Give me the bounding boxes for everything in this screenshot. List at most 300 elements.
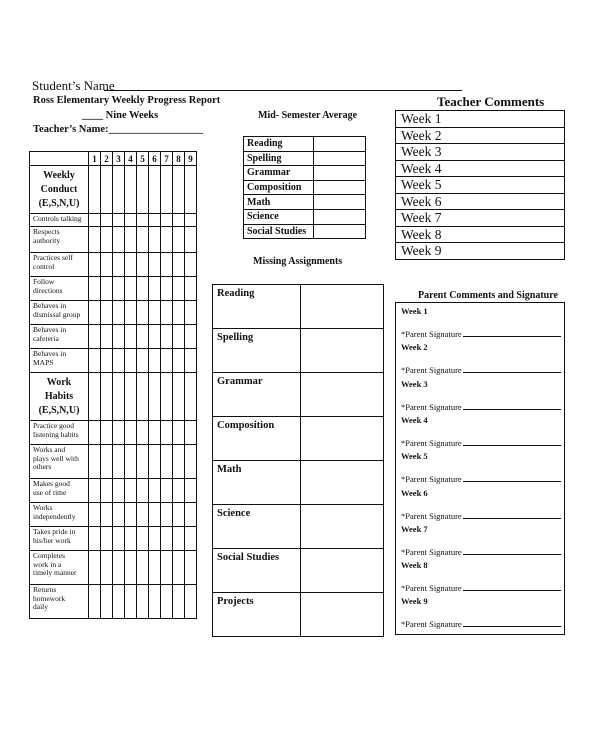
- grade-cell[interactable]: [101, 445, 113, 479]
- missing-input-cell[interactable]: [301, 285, 384, 329]
- grade-cell[interactable]: [137, 551, 149, 585]
- subject-label: Grammar: [213, 373, 301, 417]
- average-input-cell[interactable]: [314, 195, 366, 210]
- grade-cell[interactable]: [113, 253, 125, 277]
- grade-cell[interactable]: [161, 301, 173, 325]
- parent-signature-field[interactable]: [401, 511, 561, 521]
- grade-cell[interactable]: [125, 301, 137, 325]
- grade-cell[interactable]: [89, 253, 101, 277]
- week-comment-cell[interactable]: Week 2: [396, 127, 565, 144]
- behavior-label: [30, 527, 89, 551]
- week-comment-cell[interactable]: Week 5: [396, 177, 565, 194]
- grade-cell[interactable]: [185, 503, 197, 527]
- average-row: [244, 209, 366, 224]
- behavior-label-line: homework: [33, 593, 66, 603]
- week-comment-cell[interactable]: Week 7: [396, 210, 565, 227]
- grade-cell[interactable]: [149, 214, 161, 227]
- behavior-label: [30, 503, 89, 527]
- grade-cell[interactable]: [173, 325, 185, 349]
- grade-cell[interactable]: [101, 349, 113, 373]
- signature-line[interactable]: [463, 409, 561, 410]
- grade-cell[interactable]: [161, 227, 173, 253]
- missing-input-cell[interactable]: [301, 505, 384, 549]
- grade-cell[interactable]: [113, 227, 125, 253]
- grade-cell[interactable]: [125, 166, 137, 214]
- grade-cell[interactable]: [113, 166, 125, 214]
- parent-week-label: Week 3: [401, 378, 428, 389]
- grade-cell[interactable]: [137, 214, 149, 227]
- parent-signature-field[interactable]: [401, 402, 561, 412]
- grade-cell[interactable]: [89, 527, 101, 551]
- grade-cell[interactable]: [113, 373, 125, 421]
- week-column-header: 3: [113, 152, 125, 166]
- grade-cell[interactable]: [125, 227, 137, 253]
- grade-cell[interactable]: [89, 445, 101, 479]
- missing-row: [213, 329, 384, 373]
- subject-label: Projects: [213, 593, 301, 637]
- grade-cell[interactable]: [113, 479, 125, 503]
- behavior-label-line: timely manner: [33, 568, 77, 577]
- grade-cell[interactable]: [185, 325, 197, 349]
- week-column-header: 7: [161, 152, 173, 166]
- grade-cell[interactable]: [101, 227, 113, 253]
- grade-cell[interactable]: [137, 325, 149, 349]
- grade-cell[interactable]: [161, 479, 173, 503]
- grade-cell[interactable]: [137, 503, 149, 527]
- behavior-label-line: listening habits: [33, 429, 79, 439]
- grade-cell[interactable]: [173, 166, 185, 214]
- grade-cell[interactable]: [125, 503, 137, 527]
- grade-cell[interactable]: [185, 253, 197, 277]
- grade-cell[interactable]: [89, 551, 101, 585]
- signature-line[interactable]: [463, 518, 561, 519]
- teacher-comment-row: [396, 243, 565, 260]
- grade-cell[interactable]: [161, 166, 173, 214]
- grade-cell[interactable]: [149, 166, 161, 214]
- grade-cell[interactable]: [185, 373, 197, 421]
- grade-cell[interactable]: [125, 325, 137, 349]
- grade-cell[interactable]: [137, 373, 149, 421]
- grade-cell[interactable]: [185, 227, 197, 253]
- grade-cell[interactable]: [89, 325, 101, 349]
- grade-cell[interactable]: [101, 253, 113, 277]
- grade-cell[interactable]: [101, 373, 113, 421]
- missing-row: [213, 373, 384, 417]
- subject-label: Grammar: [244, 166, 314, 181]
- grade-cell[interactable]: [125, 253, 137, 277]
- teacher-comment-row: [396, 160, 565, 177]
- teacher-comments-title: Teacher Comments: [437, 94, 545, 109]
- grade-cell[interactable]: [161, 373, 173, 421]
- behavior-label-line: Controls talking: [33, 214, 82, 223]
- behavior-row: [30, 253, 197, 277]
- grade-cell[interactable]: [173, 551, 185, 585]
- grade-cell[interactable]: [185, 479, 197, 503]
- subject-label: Science: [213, 505, 301, 549]
- grid-header-row: [30, 152, 197, 166]
- behavior-label-line: dismissal group: [33, 309, 81, 319]
- parent-signature-field[interactable]: [401, 619, 561, 629]
- behavior-row: [30, 325, 197, 349]
- grade-cell[interactable]: [137, 585, 149, 619]
- grade-cell[interactable]: [89, 503, 101, 527]
- parent-comments-title: Parent Comments and Signature: [418, 290, 558, 301]
- parent-week-label: Week 2: [401, 342, 428, 353]
- behavior-label: [30, 349, 89, 373]
- parent-week-label: Week 1: [401, 306, 428, 316]
- average-input-cell[interactable]: [314, 180, 366, 195]
- grade-cell[interactable]: [101, 325, 113, 349]
- behavior-row: [30, 421, 197, 445]
- parent-signature-field[interactable]: [401, 365, 561, 375]
- signature-line[interactable]: [463, 372, 561, 373]
- behavior-label-line: Completes: [33, 551, 66, 560]
- grade-cell[interactable]: [149, 421, 161, 445]
- conduct-grid: [29, 151, 197, 619]
- teacher-name-label: Teacher’s Name:__________________: [33, 124, 204, 135]
- grade-cell[interactable]: [185, 277, 197, 301]
- grade-cell[interactable]: [101, 277, 113, 301]
- grade-cell[interactable]: [89, 214, 101, 227]
- behavior-row: [30, 349, 197, 373]
- behavior-label-line: authority: [33, 235, 61, 245]
- average-row: [244, 137, 366, 152]
- grade-cell[interactable]: [137, 253, 149, 277]
- grade-cell[interactable]: [125, 214, 137, 227]
- behavior-label: [30, 585, 89, 619]
- grade-cell[interactable]: [185, 527, 197, 551]
- missing-input-cell[interactable]: [301, 461, 384, 505]
- grade-cell[interactable]: [173, 277, 185, 301]
- behavior-row: [30, 227, 197, 253]
- parent-signature-field[interactable]: [401, 474, 561, 484]
- average-row: [244, 180, 366, 195]
- average-input-cell[interactable]: [314, 224, 366, 239]
- grade-cell[interactable]: [149, 349, 161, 373]
- week-column-header: 1: [89, 152, 101, 166]
- grade-cell[interactable]: [113, 301, 125, 325]
- teacher-comment-row: [396, 111, 565, 128]
- grade-cell[interactable]: [161, 585, 173, 619]
- parent-signature-label: *Parent Signature: [401, 619, 462, 630]
- teacher-comment-row: [396, 226, 565, 243]
- average-input-cell[interactable]: [314, 166, 366, 181]
- grade-cell[interactable]: [89, 479, 101, 503]
- average-row: [244, 151, 366, 166]
- grade-cell[interactable]: [125, 445, 137, 479]
- grade-cell[interactable]: [173, 421, 185, 445]
- grade-cell[interactable]: [89, 277, 101, 301]
- subject-label: Science: [244, 209, 314, 224]
- student-name-label: Student’s Name: [32, 78, 115, 93]
- behavior-label-line: use of time: [33, 487, 67, 497]
- grade-cell[interactable]: [125, 551, 137, 585]
- grade-cell[interactable]: [101, 585, 113, 619]
- grade-cell[interactable]: [149, 503, 161, 527]
- teacher-comment-row: [396, 210, 565, 227]
- week-column-header: 4: [125, 152, 137, 166]
- grade-cell[interactable]: [173, 227, 185, 253]
- grade-cell[interactable]: [89, 349, 101, 373]
- behavior-row: [30, 551, 197, 585]
- grade-cell[interactable]: [185, 166, 197, 214]
- behavior-label-line: Takes pride in: [33, 527, 76, 536]
- section-title: [30, 166, 89, 214]
- average-input-cell[interactable]: [314, 137, 366, 152]
- grade-cell[interactable]: [149, 325, 161, 349]
- grade-cell[interactable]: [89, 373, 101, 421]
- grade-cell[interactable]: [149, 445, 161, 479]
- grade-cell[interactable]: [149, 277, 161, 301]
- grade-cell[interactable]: [185, 551, 197, 585]
- parent-signature-label: *Parent Signature: [401, 546, 462, 557]
- grade-cell[interactable]: [173, 349, 185, 373]
- missing-row: [213, 505, 384, 549]
- grade-cell[interactable]: [125, 421, 137, 445]
- grade-cell[interactable]: [137, 527, 149, 551]
- grade-cell[interactable]: [89, 301, 101, 325]
- grade-cell[interactable]: [125, 527, 137, 551]
- grade-cell[interactable]: [173, 503, 185, 527]
- grade-cell[interactable]: [137, 421, 149, 445]
- grade-cell[interactable]: [149, 527, 161, 551]
- grade-cell[interactable]: [125, 585, 137, 619]
- grade-cell[interactable]: [173, 301, 185, 325]
- grade-cell[interactable]: [185, 585, 197, 619]
- average-row: [244, 195, 366, 210]
- week-comment-cell[interactable]: Week 1: [396, 111, 565, 128]
- behavior-label-line: cafeteria: [33, 333, 59, 343]
- grade-cell[interactable]: [185, 445, 197, 479]
- average-input-cell[interactable]: [314, 151, 366, 166]
- grade-cell[interactable]: [149, 585, 161, 619]
- parent-week-label: Week 6: [401, 487, 428, 498]
- missing-input-cell[interactable]: [301, 417, 384, 461]
- grade-cell[interactable]: [149, 301, 161, 325]
- parent-signature-label: *Parent Signature: [401, 583, 462, 594]
- grade-cell[interactable]: [173, 373, 185, 421]
- grade-cell[interactable]: [101, 301, 113, 325]
- grade-cell[interactable]: [113, 277, 125, 301]
- missing-row: [213, 593, 384, 637]
- grade-cell[interactable]: [113, 445, 125, 479]
- grade-cell[interactable]: [101, 551, 113, 585]
- parent-comments-box: [395, 302, 565, 635]
- section-header-row: [30, 166, 197, 214]
- section-header-row: [30, 373, 197, 421]
- behavior-label-line: others: [33, 462, 52, 471]
- grade-cell[interactable]: [137, 479, 149, 503]
- behavior-label-line: Makes good: [33, 479, 70, 488]
- grade-cell[interactable]: [137, 227, 149, 253]
- week-column-header: 5: [137, 152, 149, 166]
- grade-cell[interactable]: [161, 551, 173, 585]
- grade-cell[interactable]: [173, 527, 185, 551]
- behavior-row: [30, 479, 197, 503]
- subject-label: Math: [244, 195, 314, 210]
- grade-cell[interactable]: [173, 479, 185, 503]
- behavior-label-line: work in a: [33, 559, 62, 569]
- behavior-label-line: MAPS: [33, 357, 54, 367]
- behavior-label: [30, 445, 89, 479]
- behavior-label-line: directions: [33, 285, 63, 295]
- grade-cell[interactable]: [173, 253, 185, 277]
- grade-cell[interactable]: [149, 227, 161, 253]
- parent-signature-field[interactable]: [401, 329, 561, 339]
- behavior-row: [30, 585, 197, 619]
- grade-cell[interactable]: [137, 445, 149, 479]
- missing-row: [213, 461, 384, 505]
- grade-cell[interactable]: [113, 325, 125, 349]
- subject-label: Social Studies: [213, 549, 301, 593]
- average-input-cell[interactable]: [314, 209, 366, 224]
- week-comment-cell[interactable]: Week 8: [396, 226, 565, 243]
- grade-cell[interactable]: [89, 585, 101, 619]
- grade-cell[interactable]: [149, 373, 161, 421]
- grade-cell[interactable]: [137, 301, 149, 325]
- grade-cell[interactable]: [89, 166, 101, 214]
- week-comment-cell[interactable]: Week 9: [396, 243, 565, 260]
- grade-cell[interactable]: [113, 214, 125, 227]
- grade-cell[interactable]: [113, 551, 125, 585]
- parent-signature-field[interactable]: [401, 583, 561, 593]
- parent-signature-label: *Parent Signature: [401, 510, 462, 521]
- signature-line[interactable]: [463, 590, 561, 591]
- section-title: [30, 373, 89, 421]
- grade-cell[interactable]: [125, 277, 137, 301]
- grade-cell[interactable]: [161, 421, 173, 445]
- behavior-label-line: Respects: [33, 227, 60, 236]
- grade-cell[interactable]: [113, 349, 125, 373]
- week-comment-cell[interactable]: Week 3: [396, 144, 565, 161]
- grade-cell[interactable]: [161, 325, 173, 349]
- grade-cell[interactable]: [173, 214, 185, 227]
- behavior-label-line: Behaves in: [33, 325, 67, 334]
- grade-cell[interactable]: [101, 479, 113, 503]
- grade-cell[interactable]: [113, 421, 125, 445]
- behavior-row: [30, 503, 197, 527]
- student-name-line[interactable]: [104, 90, 462, 91]
- grade-cell[interactable]: [101, 421, 113, 445]
- signature-line[interactable]: [463, 336, 561, 337]
- grade-cell[interactable]: [149, 253, 161, 277]
- behavior-label-line: his/her work: [33, 535, 71, 545]
- grade-cell[interactable]: [185, 214, 197, 227]
- week-column-header: 6: [149, 152, 161, 166]
- grade-cell[interactable]: [161, 253, 173, 277]
- section-title-line: (E,S,N,U): [38, 404, 80, 416]
- grade-cell[interactable]: [161, 527, 173, 551]
- parent-signature-label: *Parent Signature: [401, 329, 462, 339]
- behavior-label: [30, 214, 89, 227]
- missing-input-cell[interactable]: [301, 329, 384, 373]
- signature-line[interactable]: [463, 626, 561, 627]
- grade-cell[interactable]: [185, 301, 197, 325]
- behavior-row: [30, 527, 197, 551]
- grade-cell[interactable]: [113, 585, 125, 619]
- missing-input-cell[interactable]: [301, 593, 384, 637]
- week-comment-cell[interactable]: Week 4: [396, 160, 565, 177]
- grade-cell[interactable]: [149, 479, 161, 503]
- behavior-label-line: Follow: [33, 277, 55, 286]
- section-title-line: Habits: [44, 390, 74, 402]
- behavior-label-line: Returns: [33, 585, 57, 594]
- grade-cell[interactable]: [101, 527, 113, 551]
- parent-week-label: Week 4: [401, 414, 428, 425]
- grade-cell[interactable]: [173, 445, 185, 479]
- section-title-line: Conduct: [40, 183, 78, 195]
- grade-cell[interactable]: [101, 503, 113, 527]
- subject-label: Math: [213, 461, 301, 505]
- grade-cell[interactable]: [161, 277, 173, 301]
- subject-label: Composition: [213, 417, 301, 461]
- subject-label: Social Studies: [244, 224, 314, 239]
- grade-cell[interactable]: [161, 214, 173, 227]
- nine-weeks-label: ____ Nine Weeks: [82, 110, 159, 121]
- grade-cell[interactable]: [185, 421, 197, 445]
- missing-input-cell[interactable]: [301, 549, 384, 593]
- report-title: Ross Elementary Weekly Progress Report: [33, 95, 221, 106]
- grade-cell[interactable]: [137, 349, 149, 373]
- behavior-label-line: control: [33, 261, 55, 271]
- section-title-line: (E,S,N,U): [38, 197, 80, 209]
- teacher-comment-row: [396, 144, 565, 161]
- mid-semester-table: [243, 136, 366, 239]
- parent-week-label: Week 9: [401, 596, 428, 607]
- grade-cell[interactable]: [113, 503, 125, 527]
- signature-line[interactable]: [463, 481, 561, 482]
- section-title-line: Work: [46, 376, 72, 388]
- subject-label: Spelling: [213, 329, 301, 373]
- grade-cell[interactable]: [125, 373, 137, 421]
- grade-cell[interactable]: [125, 349, 137, 373]
- grade-cell[interactable]: [113, 527, 125, 551]
- subject-label: Reading: [213, 285, 301, 329]
- week-column-header: 8: [173, 152, 185, 166]
- grade-cell[interactable]: [149, 551, 161, 585]
- behavior-label: [30, 551, 89, 585]
- grade-cell[interactable]: [185, 349, 197, 373]
- grade-cell[interactable]: [101, 214, 113, 227]
- behavior-label: [30, 227, 89, 253]
- signature-line[interactable]: [463, 554, 561, 555]
- behavior-label: [30, 325, 89, 349]
- parent-signature-field[interactable]: [401, 438, 561, 448]
- week-comment-cell[interactable]: Week 6: [396, 193, 565, 210]
- behavior-label-line: Practice good: [33, 421, 75, 430]
- grade-cell[interactable]: [89, 421, 101, 445]
- grade-cell[interactable]: [125, 479, 137, 503]
- grade-cell[interactable]: [89, 227, 101, 253]
- behavior-label-line: Works: [33, 503, 53, 512]
- grade-cell[interactable]: [137, 277, 149, 301]
- missing-input-cell[interactable]: [301, 373, 384, 417]
- grade-cell[interactable]: [161, 503, 173, 527]
- grade-cell[interactable]: [161, 445, 173, 479]
- parent-week-label: Week 7: [401, 523, 428, 534]
- average-row: [244, 166, 366, 181]
- average-row: [244, 224, 366, 239]
- parent-signature-field[interactable]: [401, 547, 561, 557]
- signature-line[interactable]: [463, 445, 561, 446]
- grade-cell[interactable]: [173, 585, 185, 619]
- parent-signature-label: *Parent Signature: [401, 474, 462, 485]
- grade-cell[interactable]: [137, 166, 149, 214]
- behavior-label-line: Practices self: [33, 253, 73, 262]
- grade-cell[interactable]: [101, 166, 113, 214]
- grade-cell[interactable]: [161, 349, 173, 373]
- behavior-label-line: independently: [33, 511, 76, 521]
